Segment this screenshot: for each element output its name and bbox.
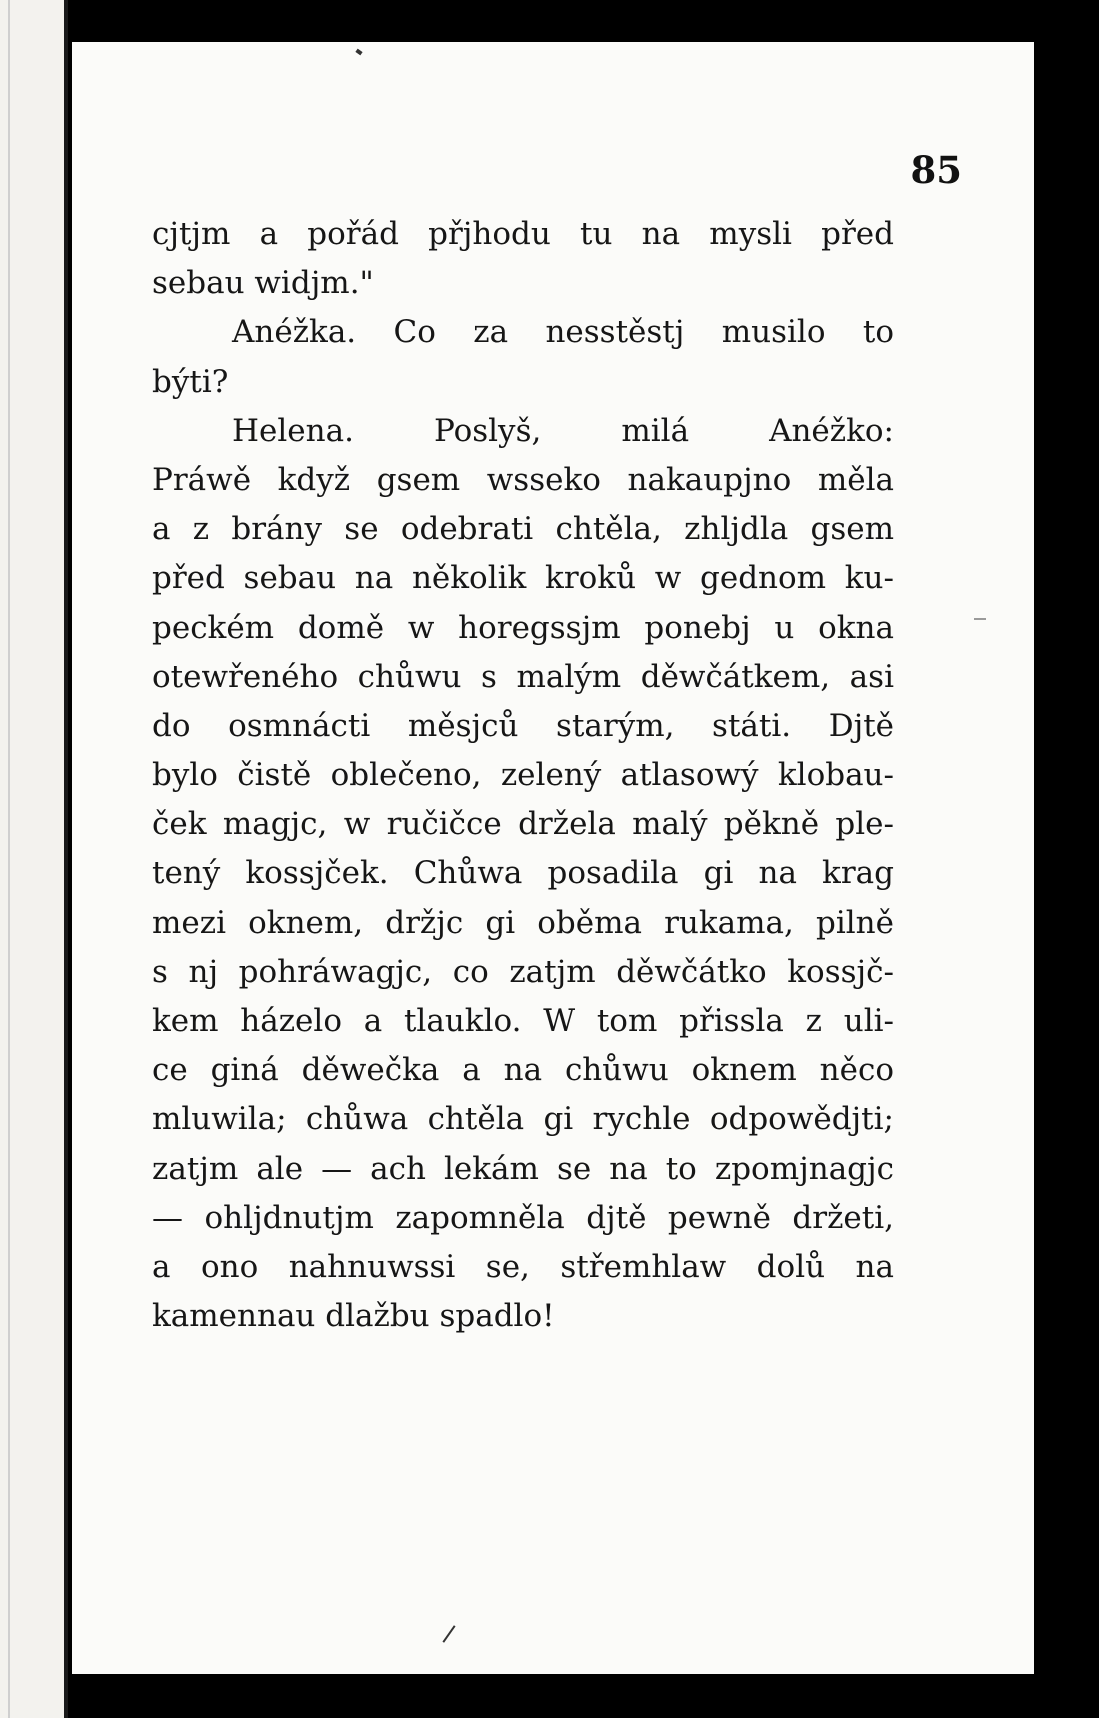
print-speck xyxy=(974,618,986,620)
text-line: kamennau dlažbu spadlo! xyxy=(152,1298,555,1335)
text-line: peckém domě w horegssjm ponebj u okna xyxy=(152,609,894,646)
text-line: do osmnácti měsjců starým, státi. Djtě xyxy=(152,707,894,744)
page-number: 85 xyxy=(910,148,962,192)
text-line: — ohljdnutjm zapomněla djtě pewně držeti, xyxy=(152,1199,894,1236)
text-line: ce giná děwečka a na chůwu oknem něco xyxy=(152,1052,894,1089)
book-page xyxy=(72,42,1034,1674)
text-line: mluwila; chůwa chtěla gi rychle odpowědjti; xyxy=(152,1101,894,1138)
text-line: zatjm ale — ach lekám se na to zpomjnagjc xyxy=(152,1150,894,1187)
text-line: Práwě když gsem wsseko nakaupjno měla xyxy=(152,461,894,498)
text-line: cjtjm a pořád přjhodu tu na mysli před xyxy=(152,216,894,252)
left-page-edge xyxy=(0,0,68,1718)
print-speck xyxy=(355,49,362,56)
text-line: bylo čistě oblečeno, zelený atlasowý klobau- xyxy=(152,757,894,794)
text-line: mezi oknem, držjc gi oběma rukama, pilně xyxy=(152,904,894,941)
text-line: a ono nahnuwssi se, střemhlaw dolů na xyxy=(152,1248,894,1285)
body-text xyxy=(152,210,894,1341)
text-line: a z brány se odebrati chtěla, zhljdla gsem xyxy=(152,511,894,548)
text-line: ček magjc, w ručičce držela malý pěkně ple- xyxy=(152,806,894,843)
text-line: Helena. Poslyš, milá Anéžko: xyxy=(232,412,894,449)
print-speck xyxy=(442,1625,455,1643)
text-line: kem házelo a tlauklo. W tom přissla z uli- xyxy=(152,1003,894,1039)
text-line: býti? xyxy=(152,363,229,400)
text-line: tený kossjček. Chůwa posadila gi na krag xyxy=(152,855,894,892)
text-line: s nj pohráwagjc, co zatjm děwčátko kossjč- xyxy=(152,953,894,990)
text-line: otewřeného chůwu s malým děwčátkem, asi xyxy=(152,658,894,695)
text-line: před sebau na několik kroků w gednom ku- xyxy=(152,560,894,597)
text-line: Anéžka. Co za nesstěstj musilo to xyxy=(232,314,894,351)
text-line: sebau widjm." xyxy=(152,265,374,302)
